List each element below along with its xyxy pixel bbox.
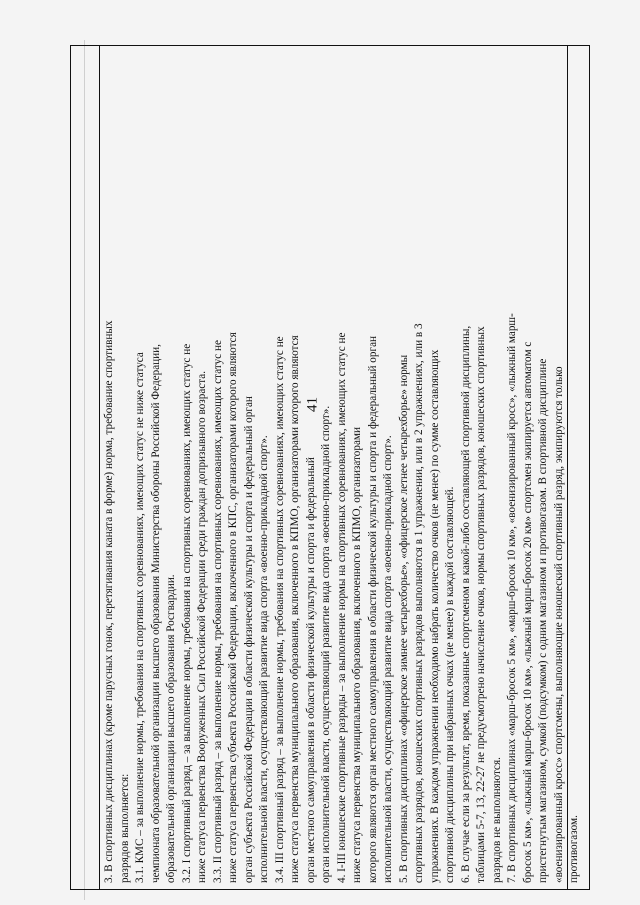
text-line: ниже статуса первенства субъекта Российской Федерации, включенного в КПС, организаторами которого являются <box>227 332 239 883</box>
text-line: 3.4. III спортивный разряд – за выполнение нормы, требования на спортивных соревнованиях, имеющих статус не <box>273 336 286 883</box>
text-line: спортивной дисциплины при набранных очках (не менее) в каждой составляющей. <box>444 486 456 883</box>
text-line: 6. В случае если за результат, время, показанные спортсменом в какой-либо составляющей спортивной дисциплины, <box>459 325 472 883</box>
text-line: пристегнутым магазином, сумкой (подсумком) с одним магазином и противогазом. В спортивной дисциплине <box>537 358 549 883</box>
text-line: которого являются орган местного самоуправления в области физической культуры и спорта и федеральный орган <box>366 335 379 883</box>
notes-text-cell <box>102 47 580 883</box>
table-top-rule <box>99 46 100 889</box>
text-line: 3.3. II спортивный разряд – за выполнение нормы, требования на спортивных соревнованиях, имеющих статус не <box>211 340 224 883</box>
text-line: таблицами 5-7, 13, 22-27 не предусмотрено начисление очков, нормы спортивных разрядов, юношеских спортивных <box>475 326 487 883</box>
rotated-page-area <box>70 45 590 890</box>
text-line: 3.2. I спортивный разряд – за выполнение нормы, требования на спортивных соревнованиях, имеющих статус не <box>180 343 193 883</box>
text-line: спортивных разрядов, юношеских спортивных разрядов выполняются в 1 упражнении, или в 2 упражнениях, или в 3 <box>413 323 425 883</box>
text-line: ниже статуса первенства Вооруженных Сил Российской Федерации среди граждан допризывного возраста. <box>196 370 208 883</box>
text-line: образовательной организации высшего образования Росгвардии. <box>165 574 177 883</box>
text-line: орган местного самоуправления в области физической культуры и спорта и федеральный <box>304 457 317 883</box>
rotated-content <box>70 45 590 890</box>
text-line: упражнениях. В каждом упражнении необходимо набрать количество очков (не менее) по сумме составляющих <box>428 349 441 883</box>
notes-table <box>70 45 590 890</box>
text-line: 7. В спортивных дисциплинах «марш-бросок 5 км», «марш-бросок 10 км», «военизированный кросс», «лыжный марш- <box>506 313 518 883</box>
text-line: 5. В спортивных дисциплинах «офицерское зимнее четырехборье», «офицерское летнее четырехборье» нормы <box>397 354 410 883</box>
text-line: ниже статуса первенства муниципального образования, включенного в КПМО, организаторами которого являются <box>289 335 301 883</box>
page-number: 41 <box>304 397 321 412</box>
text-line: орган исполнительной власти, осуществляющий развитие вида спорта «военно-прикладной спорт». <box>320 405 332 883</box>
text-line: исполнительной власти, осуществляющий развитие вида спорта «военно-прикладной спорт». <box>258 435 270 883</box>
text-line: чемпионата образовательной организации высшего образования Министерства обороны Российской Федерации, <box>149 344 162 883</box>
text-line: разрядов не выполняются. <box>490 757 503 883</box>
text-line: «военизированный кросс» спортсмены, выполняющие юношеский спортивный разряд, экипируются только <box>552 366 565 883</box>
text-line: ниже статуса первенства муниципального образования, включенного в КПМО, организаторами <box>351 426 363 883</box>
text-line: бросок 5 км», «лыжный марш-бросок 10 км», «лыжный марш-бросок 20 км» спортсмен экипируется автоматом с <box>521 341 534 883</box>
text-line: орган субъекта Российской Федерации в области физической культуры и спорта и федеральный орган <box>242 396 255 883</box>
text-line: противогазом. <box>568 815 580 883</box>
text-line: 3. В спортивных дисциплинах (кроме парусных гонок, перетягивания каната в форме) норма, требование спортивных <box>103 320 115 883</box>
text-line: исполнительной власти, осуществляющий развитие вида спорта «военно-прикладной спорт». <box>382 435 394 883</box>
text-line: 3.1. КМС – за выполнение нормы, требования на спортивных соревнованиях, имеющих статус не ниже статуса <box>134 352 146 883</box>
text-line: разрядов выполняется: <box>118 773 131 883</box>
text-line: 4. I-III юношеские спортивные разряды – за выполнение нормы на спортивных соревнованиях, имеющих статус не <box>335 332 348 883</box>
